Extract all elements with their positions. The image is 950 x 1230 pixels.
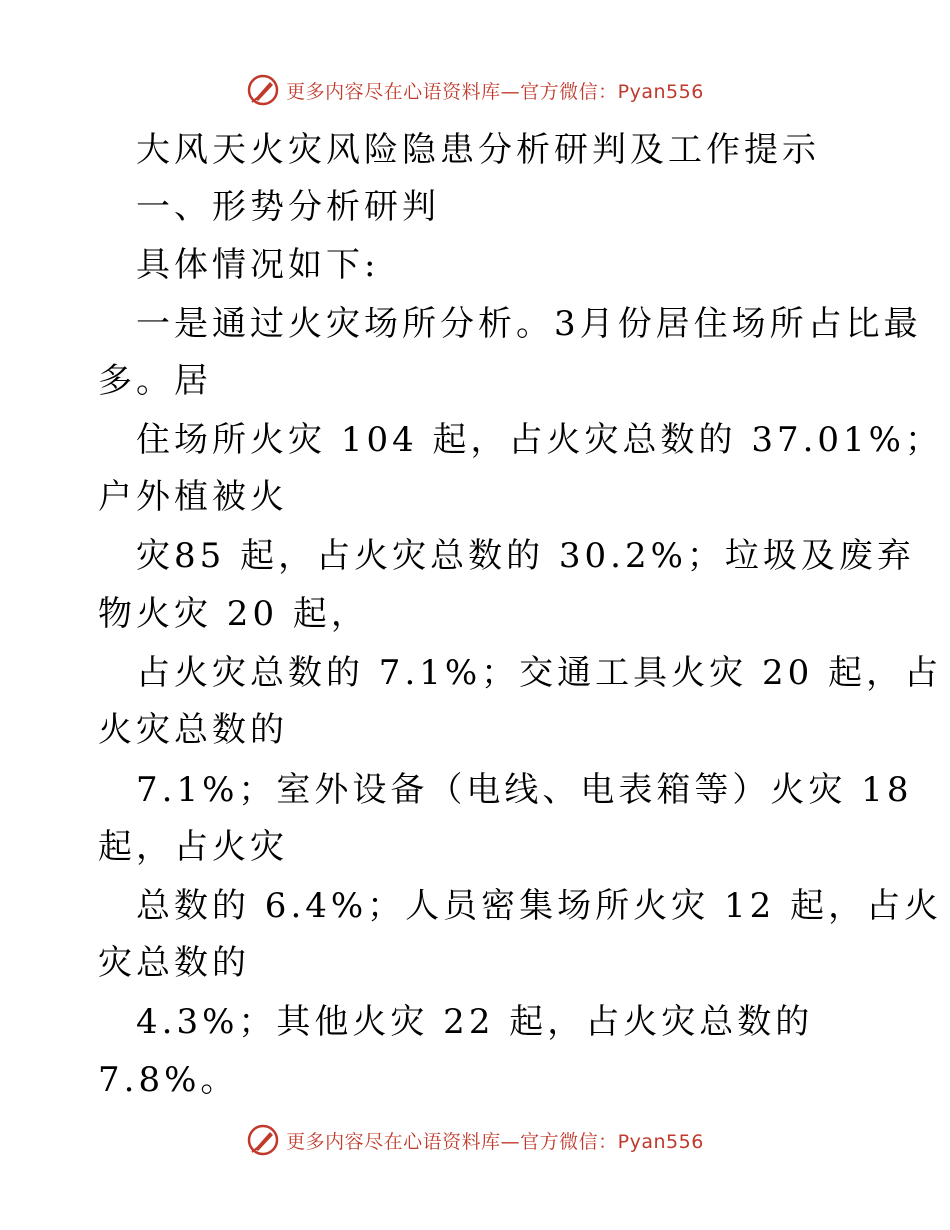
quill-logo-icon [246, 73, 280, 107]
paragraph-line: 7.8%。 [98, 1060, 239, 1100]
paragraph-line: 4.3%；其他火灾 22 起，占火灾总数的 [136, 1002, 814, 1042]
watermark-id: Pyan556 [617, 1130, 704, 1153]
paragraph-line: 灾总数的 [98, 943, 250, 983]
section-heading: 一、形势分析研判 [136, 187, 440, 227]
paragraph-line: 具体情况如下: [136, 245, 380, 285]
paragraph-line: 多。居 [98, 361, 212, 401]
paragraph-line: 7.1%；室外设备（电线、电表箱等）火灾 18 [136, 770, 913, 810]
paragraph-line: 物火灾 20 起， [98, 594, 369, 634]
paragraph-line: 火灾总数的 [98, 710, 288, 750]
paragraph-line: 一是通过火灾场所分析。3月份居住场所占比最 [136, 304, 922, 344]
paragraph-line: 住场所火灾 104 起，占火灾总数的 37.01%； [136, 420, 943, 460]
paragraph-line: 户外植被火 [98, 477, 288, 517]
header-watermark [0, 70, 950, 110]
paragraph-line: 起，占火灾 [98, 827, 288, 867]
watermark-text: 更多内容尽在心语资料库—官方微信： [286, 80, 618, 103]
paragraph-line: 灾85 起，占火灾总数的 30.2%；垃圾及废弃 [136, 536, 915, 576]
footer-watermark [0, 1120, 950, 1160]
document-title: 大风天火灾风险隐患分析研判及工作提示 [136, 130, 820, 170]
paragraph-line: 占火灾总数的 7.1%；交通工具火灾 20 起，占 [136, 653, 943, 693]
paragraph-line: 总数的 6.4%；人员密集场所火灾 12 起，占火 [136, 886, 943, 926]
quill-logo-icon [246, 1123, 280, 1157]
watermark-id: Pyan556 [617, 80, 704, 103]
watermark-text: 更多内容尽在心语资料库—官方微信： [286, 1130, 618, 1153]
